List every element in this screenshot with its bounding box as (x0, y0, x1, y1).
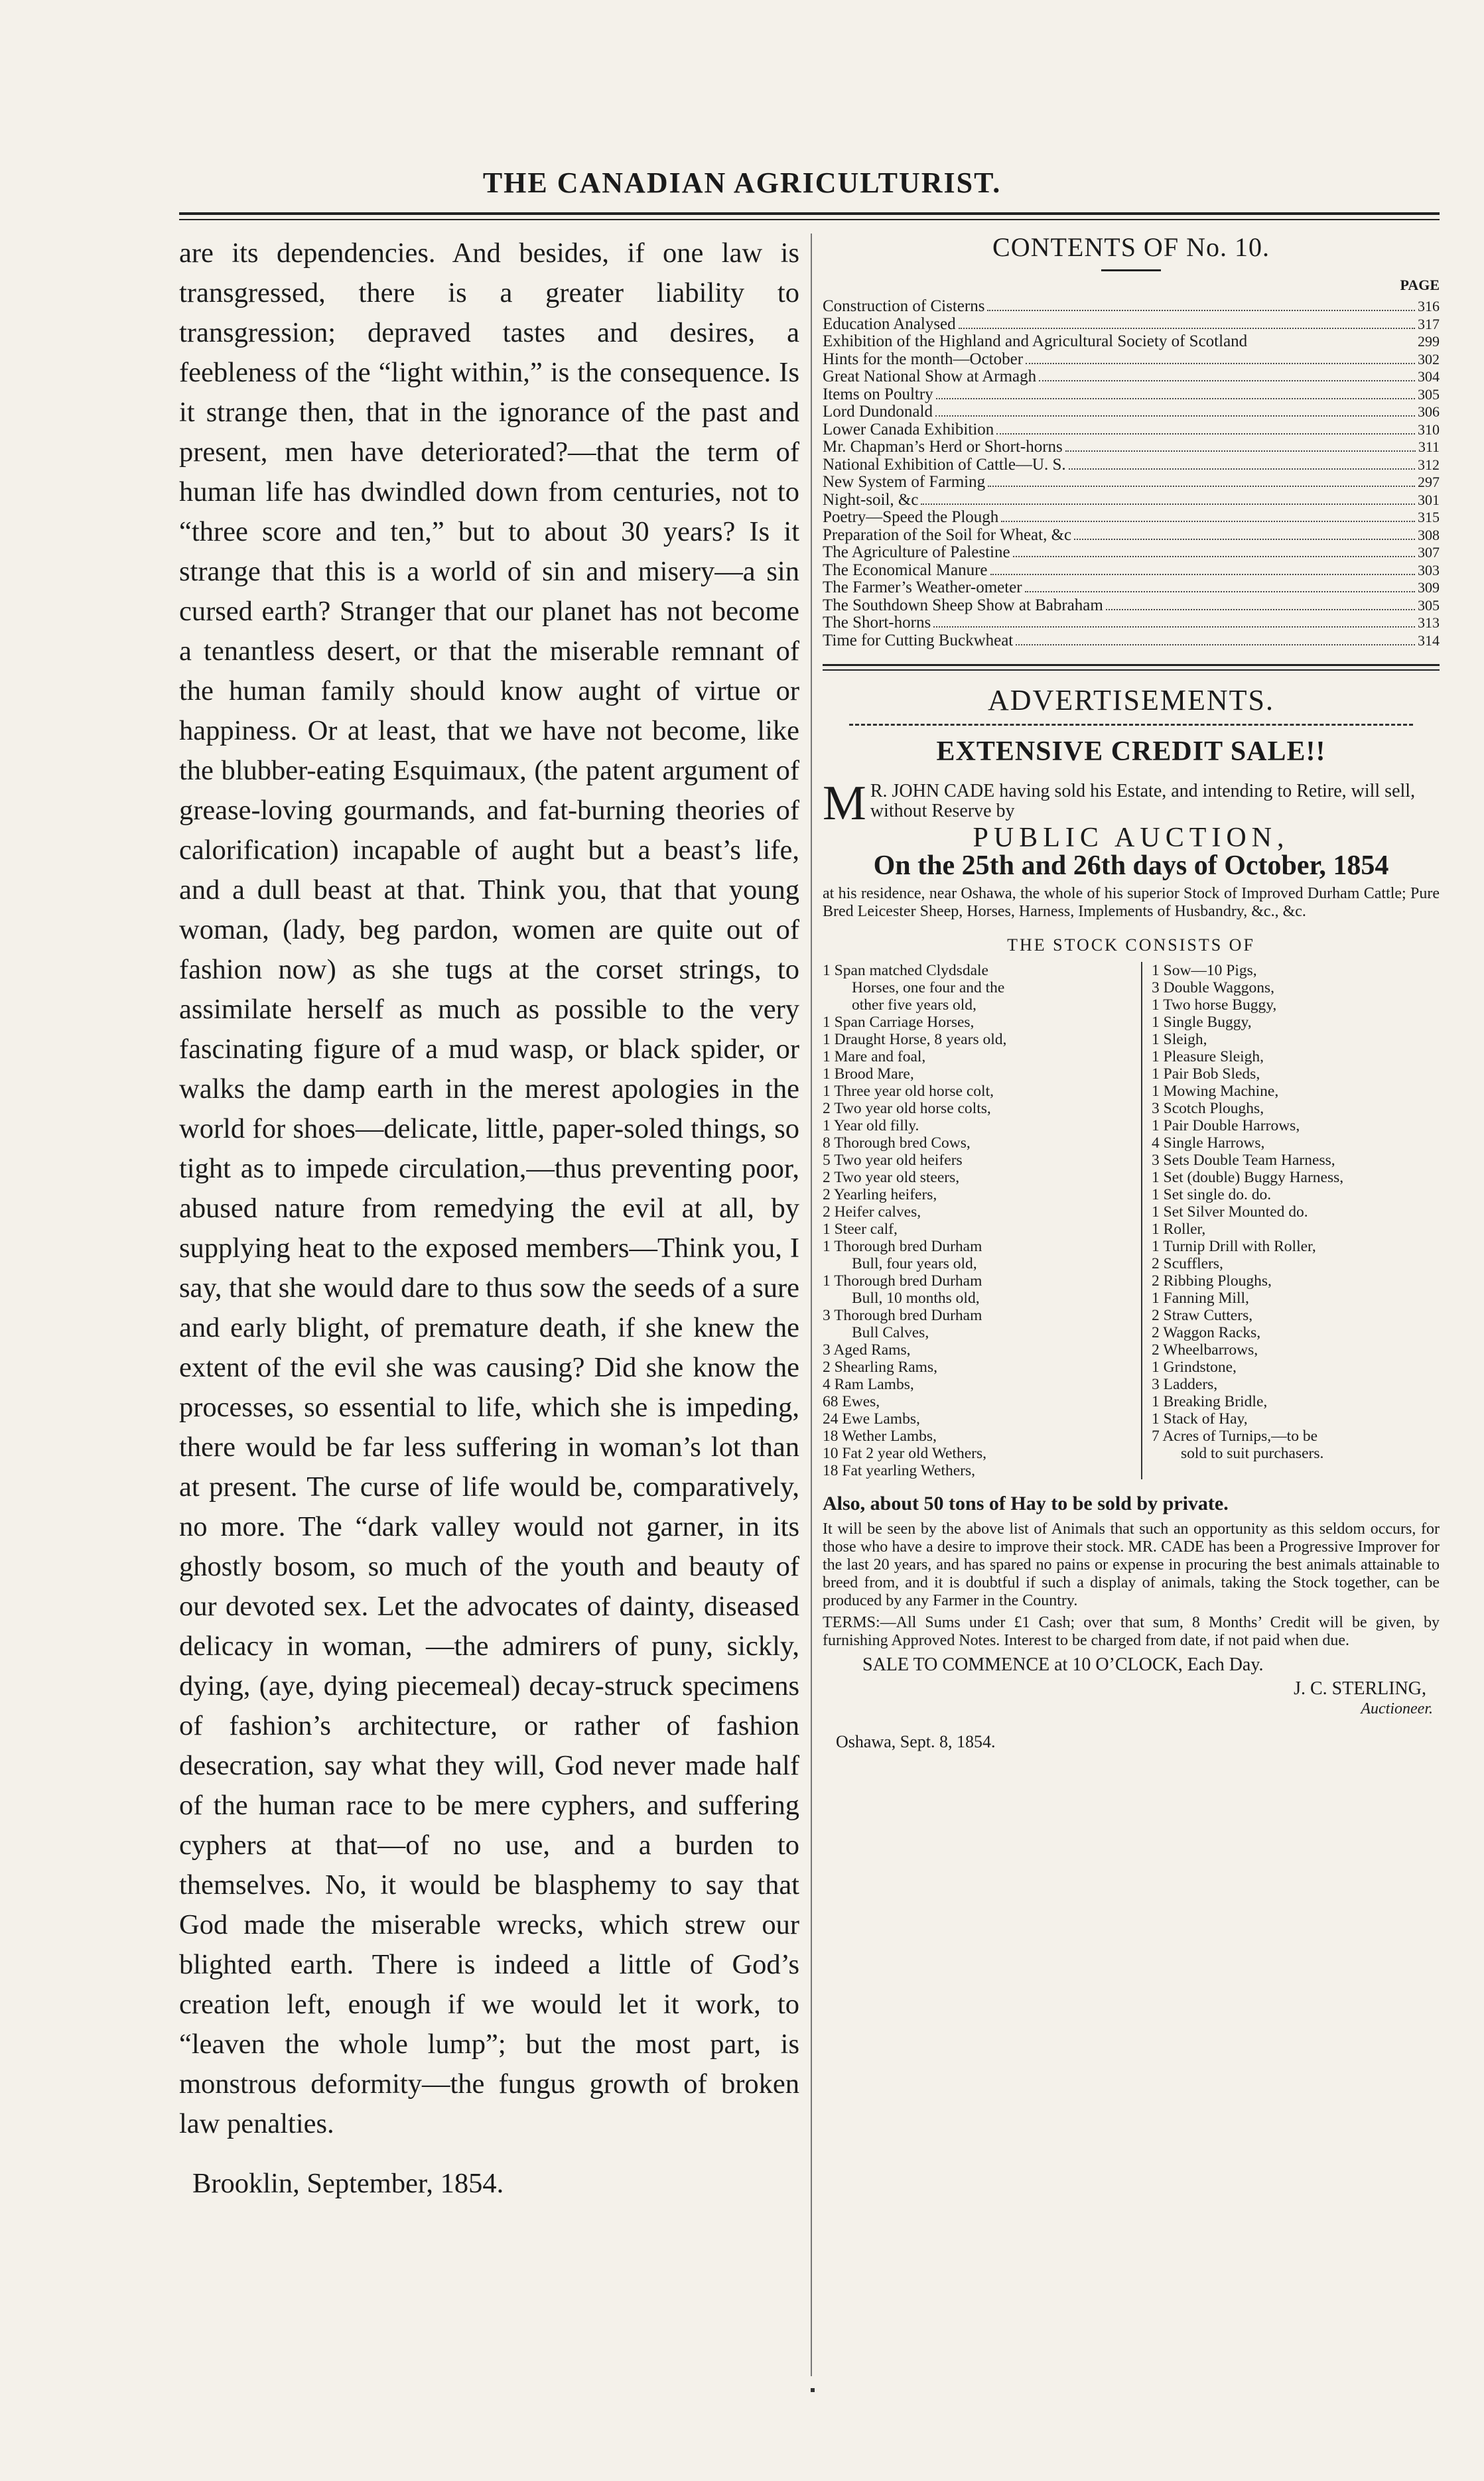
column-separator (811, 234, 812, 2376)
contents-item-page: 301 (1418, 491, 1440, 508)
contents-item-page: 310 (1418, 421, 1440, 438)
place-date: Oshawa, Sept. 8, 1854. (836, 1732, 996, 1751)
contents-item-title: Poetry—Speed the Plough (823, 509, 999, 526)
stock-item: 1 Two horse Buggy, (1152, 996, 1277, 1014)
contents-item-title: Great National Show at Armagh (823, 368, 1037, 385)
contents-title: CONTENTS OF No. 10. (992, 232, 1270, 262)
dot-leader (935, 415, 1415, 417)
sale-description: at his residence, near Oshawa, the whole of his superior Stock of Improved Durham Cattle; Pure Bred Leicester Sheep, Horses, Harness, Implements of Husbandry, &c., &c. (823, 885, 1440, 920)
stock-item: 1 Draught Horse, 8 years old, (823, 1031, 1007, 1048)
contents-item (823, 351, 1440, 369)
article-paragraph: are its dependencies. And besides, if one law is transgressed, there is a greater liability to transgression; depraved tastes and desires, a feebleness of the “light within,” is the consequence. Is it strange then, that in the ignorance of the past and present, men have deteriorated?—that the term of human life has dwindled down from centuries, not to “three score and ten,” but to about 30 years? Is it strange that this is a world of sin and misery—a sin cursed earth? Stranger that our planet has not become a tenantless desert, or that the miserable remnant of the human family should know aught of virtue or happiness. Or at least, that we have not become, like the blubber-eating Esquimaux, (the patent argument of grease-loving gourmands, and fat-burning theories of calorification) incapable of aught but a beast’s life, and a dull beast at that. Think you, that that young woman, (lady, beg pardon, women are quite out of fashion now) as she tugs at the corset strings, to assimilate herself as much as possible to the very fascinating figure of a mud wasp, or black spider, or walks the damp earth in the merest apologies in the world for shoes—delicate, little, paper-soled things, so tight as to impede circulation,—thus preventing poor, abused nature from remedying the evil at all, by supplying heat to the exposed members—Think you, I say, that she would dare to thus sow the seeds of a sure and early blight, of premature death, if she knew the extent of the evil she was causing? Did she know the processes, so essential to life, which she is impeding, there would be far less suffering in woman’s lot than at present. The curse of life would be, comparatively, no more. The “dark valley would not garner, in its ghostly bosom, so much of the youth and beauty of our devoted sex. Let the advocates of dainty, diseased delicacy in woman, —the admirers of puny, sickly, dying, (aye, dying piecemeal) decay-struck specimens of fashion’s architecture, or rather of fashion desecration, say what they will, God never made half of the human race to be mere cyphers, and suffering cyphers at that—of no use, and a burden to themselves. No, it would be blasphemy to say that God made the miserable wrecks, which strew our blighted earth. There is indeed a little of God’s creation left, enough if we would let it work, to “leaven the whole lump”; but the most part, is monstrous deformity—the fungus growth of broken law penalties. (179, 237, 799, 2139)
contents-item (823, 368, 1440, 386)
sale-intro-text: R. JOHN CADE having sold his Estate, and intending to Retire, will sell, without Reserve by (870, 781, 1416, 821)
sale-terms: TERMS:—All Sums under £1 Cash; over that sum, 8 Months’ Credit will be given, by furnishing Approved Notes. Interest to be charged from date, if not paid when due. (823, 1614, 1440, 1649)
stock-item: 1 Mare and foal, (823, 1048, 926, 1065)
stock-item: other five years old, (852, 996, 977, 1014)
header-rule-thin (179, 219, 1440, 220)
stock-item: 3 Thorough bred Durham (823, 1307, 982, 1324)
sale-commence: SALE TO COMMENCE at 10 O’CLOCK, Each Day. (862, 1654, 1264, 1675)
stock-item: 2 Scufflers, (1152, 1255, 1223, 1272)
contents-item-page: 317 (1418, 315, 1440, 332)
dot-leader (1025, 591, 1415, 592)
contents-item (823, 333, 1440, 351)
auctioneer-name: J. C. STERLING, (1294, 1678, 1426, 1699)
contents-item (823, 386, 1440, 404)
stock-item: 18 Wether Lambs, (823, 1428, 937, 1445)
stock-item: 2 Ribbing Ploughs, (1152, 1272, 1272, 1290)
stock-item: Bull, 10 months old, (852, 1290, 980, 1307)
contents-item-title: Lord Dundonald (823, 403, 933, 421)
stock-item: 5 Two year old heifers (823, 1152, 963, 1169)
sale-intro (823, 776, 1440, 831)
stock-item: 1 Set (double) Buggy Harness, (1152, 1169, 1344, 1186)
dot-leader (987, 310, 1415, 311)
stock-item: 8 Thorough bred Cows, (823, 1134, 971, 1152)
stock-item: 1 Breaking Bridle, (1152, 1393, 1268, 1410)
stock-item: 1 Brood Mare, (823, 1065, 914, 1083)
contents-item-page: 304 (1418, 368, 1440, 385)
contents-item (823, 492, 1440, 509)
contents-list (823, 298, 1440, 649)
stock-item: 3 Aged Rams, (823, 1341, 911, 1359)
contents-item-title: Lower Canada Exhibition (823, 421, 994, 438)
stock-item: 1 Span Carriage Horses, (823, 1014, 975, 1031)
sale-body: It will be seen by the above list of Animals that such an opportunity as this seldom occurs, for those who have a desire to improve their stock. MR. CADE has been a Progressive Improver for the last 20 years, and has spared no pains or expense in procuring the best animals attainable to breed from, and it is doubtful if such a display of animals, taking the Stock together, can be produced by any Farmer in the Country. (823, 1520, 1440, 1609)
dot-leader (1001, 521, 1415, 522)
contents-item-page: 308 (1418, 526, 1440, 543)
contents-item-page: 311 (1418, 438, 1440, 455)
contents-item-page: 302 (1418, 350, 1440, 368)
stock-item: 1 Set Silver Mounted do. (1152, 1203, 1308, 1221)
dot-leader (988, 486, 1415, 487)
stock-item: 2 Waggon Racks, (1152, 1324, 1261, 1341)
dot-leader (990, 574, 1415, 575)
article-signature: Brooklin, September, 1854. (192, 2168, 504, 2199)
dot-leader (959, 328, 1415, 329)
contents-item-title: Night-soil, &c (823, 491, 919, 509)
contents-item (823, 579, 1440, 597)
contents-item (823, 527, 1440, 545)
stock-title: THE STOCK CONSISTS OF (1007, 935, 1255, 955)
stock-list (823, 962, 1440, 1479)
stock-item: 1 Three year old horse colt, (823, 1083, 994, 1100)
stock-item: 1 Thorough bred Durham (823, 1272, 982, 1290)
stock-item: 2 Two year old steers, (823, 1169, 960, 1186)
contents-dash (1101, 269, 1161, 271)
stock-item: 1 Single Buggy, (1152, 1014, 1252, 1031)
contents-page-label: PAGE (1400, 277, 1440, 293)
stock-list-right (1142, 962, 1440, 1479)
contents-item (823, 544, 1440, 562)
stock-item: 1 Mowing Machine, (1152, 1083, 1279, 1100)
header-rule (179, 212, 1440, 215)
dot-leader (996, 433, 1415, 435)
contents-item (823, 562, 1440, 580)
dot-leader (1013, 556, 1415, 557)
contents-item-page: 305 (1418, 596, 1440, 614)
sale-dates: On the 25th and 26th days of October, 1854 (873, 850, 1389, 881)
sale-headline: EXTENSIVE CREDIT SALE!! (936, 736, 1326, 767)
stock-item: 1 Pleasure Sleigh, (1152, 1048, 1264, 1065)
stock-item: 4 Ram Lambs, (823, 1376, 914, 1393)
stock-item: 24 Ewe Lambs, (823, 1410, 920, 1428)
stock-item: 2 Straw Cutters, (1152, 1307, 1253, 1324)
contents-item-title: Hints for the month—October (823, 350, 1024, 368)
stock-item: 1 Steer calf, (823, 1221, 898, 1238)
stock-item: 7 Acres of Turnips,—to be (1152, 1428, 1318, 1445)
dot-leader (936, 398, 1415, 399)
stock-item: 1 Span matched Clydsdale (823, 962, 988, 979)
contents-item (823, 421, 1440, 439)
contents-item (823, 438, 1440, 456)
stock-item: 2 Heifer calves, (823, 1203, 921, 1221)
dot-leader (921, 503, 1415, 505)
auctioneer-role: Auctioneer. (1361, 1700, 1433, 1717)
stock-item: 10 Fat 2 year old Wethers, (823, 1445, 986, 1462)
dot-leader (933, 626, 1415, 628)
stock-item: 2 Wheelbarrows, (1152, 1341, 1258, 1359)
contents-item-page: 313 (1418, 614, 1440, 631)
stock-item: 68 Ewes, (823, 1393, 880, 1410)
contents-item (823, 298, 1440, 316)
stock-item: 2 Two year old horse colts, (823, 1100, 991, 1117)
contents-item-title: Exhibition of the Highland and Agricultural Society of Scotland (823, 332, 1248, 350)
stock-item: 1 Thorough bred Durham (823, 1238, 982, 1255)
advertisements-title: ADVERTISEMENTS. (988, 684, 1274, 716)
contents-item-page: 309 (1418, 579, 1440, 596)
advertisements-rule (849, 724, 1413, 726)
stock-item: 1 Grindstone, (1152, 1359, 1237, 1376)
stock-item: 1 Set single do. do. (1152, 1186, 1272, 1203)
contents-item-title: The Agriculture of Palestine (823, 544, 1010, 561)
running-head: THE CANADIAN AGRICULTURIST. (482, 167, 1002, 199)
hay-notice: Also, about 50 tons of Hay to be sold by private. (823, 1493, 1229, 1514)
contents-item (823, 474, 1440, 492)
bottom-mark (811, 2388, 815, 2392)
stock-item: 3 Scotch Ploughs, (1152, 1100, 1264, 1117)
stock-item: 4 Single Harrows, (1152, 1134, 1265, 1152)
stock-item: 2 Yearling heifers, (823, 1186, 937, 1203)
contents-item-page: 315 (1418, 509, 1440, 525)
contents-item-title: The Economical Manure (823, 561, 988, 579)
contents-item-page: 299 (1418, 333, 1440, 350)
contents-item (823, 597, 1440, 615)
contents-item (823, 509, 1440, 527)
article-column (179, 234, 799, 2204)
stock-item: 3 Sets Double Team Harness, (1152, 1152, 1335, 1169)
contents-item-title: Mr. Chapman’s Herd or Short-horns (823, 438, 1063, 456)
dot-leader (1069, 468, 1415, 470)
stock-item: Horses, one four and the (852, 979, 1005, 996)
stock-item: 1 Year old filly. (823, 1117, 919, 1134)
stock-list-left (823, 962, 1142, 1479)
contents-item-title: Preparation of the Soil for Wheat, &c (823, 526, 1072, 544)
stock-item: Bull Calves, (852, 1324, 929, 1341)
contents-item-page: 307 (1418, 544, 1440, 561)
stock-item: 1 Turnip Drill with Roller, (1152, 1238, 1316, 1255)
stock-item: sold to suit purchasers. (1181, 1445, 1324, 1462)
stock-item: 1 Pair Double Harrows, (1152, 1117, 1300, 1134)
contents-item-title: The Farmer’s Weather-ometer (823, 579, 1022, 596)
contents-end-rule (823, 664, 1440, 671)
stock-item: 1 Stack of Hay, (1152, 1410, 1248, 1428)
contents-item (823, 632, 1440, 650)
stock-item: Bull, four years old, (852, 1255, 977, 1272)
contents-item-title: Construction of Cisterns (823, 298, 985, 315)
contents-item (823, 403, 1440, 421)
contents-item (823, 614, 1440, 632)
stock-item: 18 Fat yearling Wethers, (823, 1462, 976, 1479)
contents-item-page: 297 (1418, 474, 1440, 490)
dot-leader (1026, 363, 1415, 364)
stock-item: 1 Roller, (1152, 1221, 1206, 1238)
contents-item-page: 316 (1418, 298, 1440, 314)
contents-item-title: Education Analysed (823, 315, 956, 333)
dot-leader (1074, 539, 1415, 540)
contents-item (823, 316, 1440, 334)
stock-item: 1 Sow—10 Pigs, (1152, 962, 1257, 979)
stock-item: 1 Fanning Mill, (1152, 1290, 1249, 1307)
contents-item (823, 456, 1440, 474)
contents-item-page: 306 (1418, 403, 1440, 420)
dot-leader (1106, 609, 1415, 610)
contents-item-title: Time for Cutting Buckwheat (823, 632, 1014, 649)
contents-item-title: The Short-horns (823, 614, 931, 632)
contents-item-page: 305 (1418, 385, 1440, 403)
right-column (823, 234, 1440, 1752)
contents-item-title: The Southdown Sheep Show at Babraham (823, 596, 1103, 614)
contents-item-page: 312 (1418, 456, 1440, 473)
drop-cap: M (823, 776, 866, 831)
stock-item: 3 Double Waggons, (1152, 979, 1275, 996)
contents-item-title: National Exhibition of Cattle—U. S. (823, 456, 1066, 474)
dot-leader (1016, 644, 1415, 645)
dot-leader (1039, 380, 1415, 381)
public-auction-heading: PUBLIC AUCTION, (973, 823, 1290, 853)
contents-item-page: 314 (1418, 632, 1440, 649)
stock-item: 1 Pair Bob Sleds, (1152, 1065, 1260, 1083)
dot-leader (1065, 450, 1416, 452)
stock-item: 3 Ladders, (1152, 1376, 1218, 1393)
stock-item: 1 Sleigh, (1152, 1031, 1207, 1048)
contents-item-page: 303 (1418, 561, 1440, 578)
contents-item-title: New System of Farming (823, 474, 986, 491)
stock-item: 2 Shearling Rams, (823, 1359, 937, 1376)
contents-item-title: Items on Poultry (823, 385, 933, 403)
